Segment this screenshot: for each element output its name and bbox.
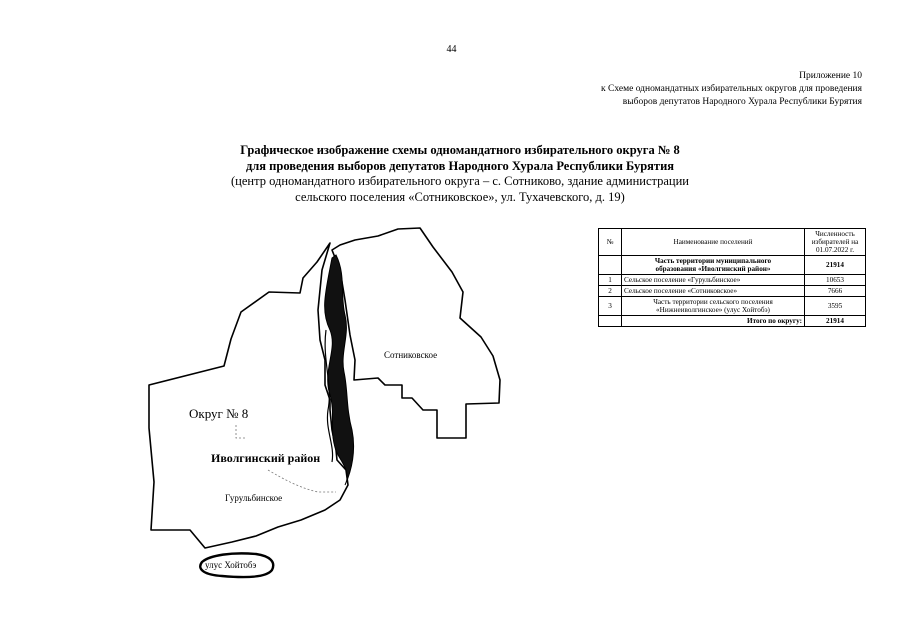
row-num: 1 [599, 275, 622, 286]
table-total-row [599, 316, 866, 327]
map-label-rayon: Иволгинский район [211, 451, 321, 465]
table-group-row [599, 256, 866, 275]
row-name: Сельское поселение «Гурульбинское» [622, 275, 805, 286]
appendix-line-3: выборов депутатов Народного Хурала Республики Бурятия [622, 97, 862, 107]
row-num: 3 [599, 297, 622, 316]
page-number: 44 [446, 44, 457, 55]
table-row [599, 286, 866, 297]
row-name-line-2: «Нижнеиволгинское» (улус Хойтобэ) [656, 306, 770, 314]
title-line-4: сельского поселения «Сотниковское», ул. Тухачевского, д. 19) [295, 189, 625, 204]
appendix-line-1: Приложение 10 [799, 71, 862, 81]
header-num: № [599, 229, 622, 256]
map-label-district: Округ № 8 [189, 406, 249, 421]
row-value: 3595 [805, 297, 866, 316]
header-count-line-1: Численность [815, 230, 855, 238]
header-count-line-3: 01.07.2022 г. [815, 246, 855, 254]
appendix-line-2: к Схеме одномандатных избирательных округов для проведения [601, 84, 862, 94]
sotnikovskoe-boundary [332, 228, 500, 438]
row-num: 2 [599, 286, 622, 297]
group-value: 21914 [805, 256, 866, 275]
group-name-line-2: образования «Иволгинский район» [655, 265, 771, 273]
map-label-sotnikovskoe: Сотниковское [384, 350, 438, 360]
voters-table [598, 228, 866, 327]
group-name [622, 256, 805, 275]
title-line-3: (центр одномандатного избирательного округа – с. Сотниково, здание администрации [231, 174, 689, 188]
map-label-hoytobe: улус Хойтобэ [205, 560, 257, 570]
table-header-row [599, 229, 866, 256]
row-name-line-1: Часть территории сельского поселения [653, 298, 773, 306]
table-row [599, 275, 866, 286]
row-value: 7666 [805, 286, 866, 297]
header-name: Наименование поселений [622, 229, 805, 256]
total-label: Итого по округу: [622, 316, 805, 327]
row-name [622, 297, 805, 316]
river-selenga [325, 255, 354, 485]
map-label-gurulbinskoe: Гурульбинское [225, 493, 283, 503]
title-line-1: Графическое изображение схемы одномандатного избирательного округа № 8 [240, 143, 680, 157]
total-value: 21914 [805, 316, 866, 327]
row-name: Сельское поселение «Сотниковское» [622, 286, 805, 297]
header-count-line-2: избирателей на [811, 238, 859, 246]
table-row [599, 297, 866, 316]
row-value: 10653 [805, 275, 866, 286]
group-name-line-1: Часть территории муниципального [654, 257, 772, 265]
title-line-2: для проведения выборов депутатов Народного Хурала Республики Бурятия [245, 158, 675, 173]
header-count [805, 229, 866, 256]
